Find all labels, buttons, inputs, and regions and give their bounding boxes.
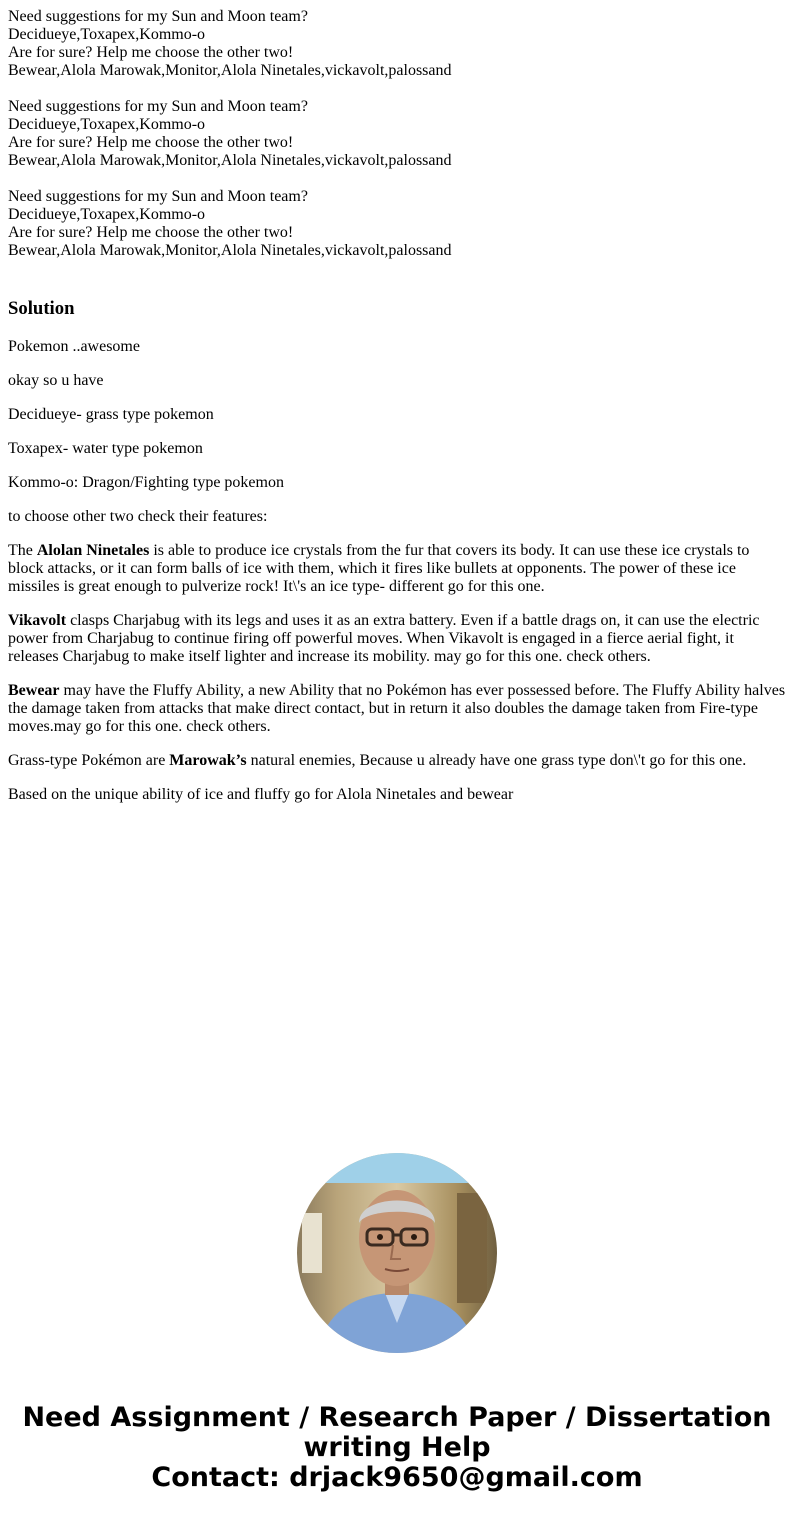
vikavolt-text: clasps Charjabug with its legs and uses it as an extra battery. Even if a battle drags on, it can use the electric power from Charjabug to continue firing off powerful moves. When Vikavolt is engaged in a fierce aerial fight, it releases Charjabug to make itself lighter and increase its mobility. may go for this one. check others. — [8, 612, 760, 665]
ninetales-paragraph — [8, 542, 788, 596]
ninetales-text: is able to produce ice crystals from the fur that covers its body. It can use these ice crystals to block attacks, or it can form balls of ice with them, which it fires like bullets at opponents. The power of these ice missiles is great enough to pulverize rock! It\'s an ice type- different go for this one. — [8, 542, 750, 595]
ninetales-prefix: The — [8, 542, 37, 559]
question-line: Bewear,Alola Marowak,Monitor,Alola Ninetales,vickavolt,palossand — [8, 62, 452, 79]
team-member: Toxapex- water type pokemon — [8, 440, 203, 457]
marowak-text: natural enemies, Because u already have one grass type don\'t go for this one. — [246, 752, 747, 769]
question-line: Are for sure? Help me choose the other two! — [8, 134, 294, 151]
answer-paragraph: to choose other two check their features: — [8, 508, 268, 525]
question-line: Decidueye,Toxapex,Kommo-o — [8, 26, 206, 43]
solution-heading: Solution — [8, 298, 75, 319]
team-member: Kommo-o: Dragon/Fighting type pokemon — [8, 474, 284, 491]
vikavolt-name: Vikavolt — [8, 612, 67, 629]
contact-banner — [0, 1403, 794, 1493]
question-block — [8, 188, 788, 260]
question-block — [8, 8, 788, 80]
answer-paragraph: okay so u have — [8, 372, 104, 389]
conclusion-paragraph: Based on the unique ability of ice and fluffy go for Alola Ninetales and bewear — [8, 786, 514, 803]
question-line: Need suggestions for my Sun and Moon team? — [8, 98, 308, 115]
question-line: Are for sure? Help me choose the other two! — [8, 44, 294, 61]
banner-line: Need Assignment / Research Paper / Dissertation — [22, 1402, 772, 1433]
question-block — [8, 98, 788, 170]
ninetales-name: Alolan Ninetales — [36, 542, 150, 559]
team-member: Decidueye- grass type pokemon — [8, 406, 214, 423]
marowak-paragraph — [8, 752, 788, 770]
question-line: Decidueye,Toxapex,Kommo-o — [8, 206, 206, 223]
question-line: Are for sure? Help me choose the other two! — [8, 224, 294, 241]
marowak-prefix: Grass-type Pokémon are — [8, 752, 170, 769]
vikavolt-paragraph — [8, 612, 788, 666]
answer-paragraph: Pokemon ..awesome — [8, 338, 140, 355]
question-line: Bewear,Alola Marowak,Monitor,Alola Ninetales,vickavolt,palossand — [8, 242, 452, 259]
page-content — [8, 8, 788, 820]
banner-line: writing Help — [303, 1432, 491, 1463]
solution-body — [8, 338, 788, 804]
question-line: Need suggestions for my Sun and Moon team? — [8, 8, 308, 25]
question-line: Need suggestions for my Sun and Moon team? — [8, 188, 308, 205]
question-line: Decidueye,Toxapex,Kommo-o — [8, 116, 206, 133]
contact-email: Contact: drjack9650@gmail.com — [151, 1462, 643, 1493]
bewear-text: may have the Fluffy Ability, a new Ability that no Pokémon has ever possessed before. The Fluffy Ability halves the damage taken from attacks that make direct contact, but in return it also doubles the damage taken from Fire-type moves.may go for this one. check others. — [8, 682, 786, 735]
question-line: Bewear,Alola Marowak,Monitor,Alola Ninetales,vickavolt,palossand — [8, 152, 452, 169]
bewear-paragraph — [8, 682, 788, 736]
bewear-name: Bewear — [8, 682, 60, 699]
author-photo — [297, 1153, 497, 1353]
author-avatar — [297, 1153, 497, 1353]
marowak-name: Marowak’s — [169, 752, 247, 769]
